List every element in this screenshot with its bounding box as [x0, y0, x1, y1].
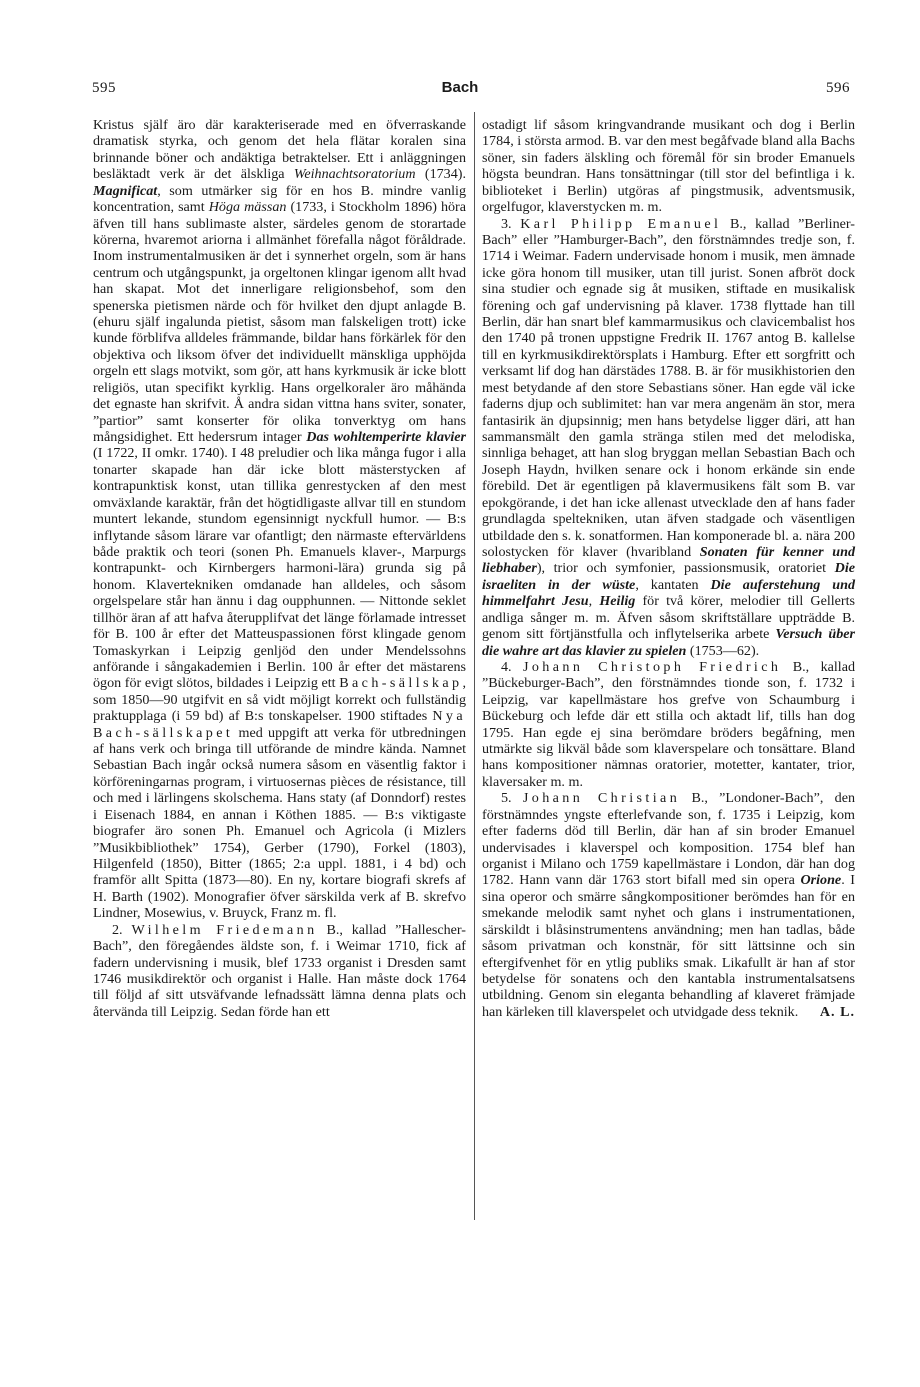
text-run: (1753—62). [686, 642, 760, 659]
entry-name-spaced: Karl Philipp Emanuel [520, 215, 722, 232]
column-divider [474, 112, 475, 1220]
text-run: (1734). [415, 166, 466, 183]
text-run: ), trior och symfonier, passionsmusik, oratoriet [536, 560, 835, 577]
entry-name-spaced: Johann Christian [522, 790, 681, 807]
text-run: B., kallad ”Bückeburger-Bach”, den förstnämndes tionde son, f. 1732 i Leipzig, var kapellmästare hos grefve von Schaumburg i Bückeburg och lefde där ett stilla och aktadt lif, tills han dog 1795. Han egde ej sina berömdare bröders begåfning, men utmärkte sig likväl både som klaverspelare och tonsättare. Bland hans kompositioner nämnas oratorier, motetter, kantater, trior, klaversaker m. m. [482, 658, 856, 790]
entry-number: 2. [112, 921, 132, 938]
paragraph-friedemann-continued: ostadigt lif såsom kringvandrande musikant och dog i Berlin 1784, i största armod. B. var den mest begåfvade bland alla Bachs söner, sin faders älskling och föremål för sin broder Emanuels högsta beundran. Hans tonsättningar (till stor del befintliga i k. biblioteket i Berlin) utgöras af pingstmusik, adventsmusik, orgelfugor, klaverstycken m. m. [482, 117, 855, 216]
work-title-israeliten: Die israeliten in der wüste [482, 560, 855, 593]
entry-number: 3. [501, 215, 521, 232]
entry-johann-christoph-friedrich [482, 659, 855, 790]
text-run: med uppgift att verka för utbredningen af hans verk och bringa till utförande de mindre kända. Namnet Sebastian Bach ingår också numera såsom en väsentlig faktor i körföreningarnas program, i virtuosernas pièces de résistance, till och med i lärlingens skolschema. Hans staty (af Donndorf) restes i Eisenach 1884, en annan i Köthen 1885. — B:s viktigaste biografer äro sonen Ph. Emanuel och Agricola (i Mizlers ”Musikbibliothek” 1754), Gerber (1790), Forkel (1803), Hilgenfeld (1850), Bitter (1865; 2:a uppl. 1881, i 4 bd) och framför allt Spitta (1873—80). En ny, kortare biografi skrefs af H. Barth (1902). Monografier öfver särskilda verk af B. skrefvo Lindner, Mosewius, v. Bruyck, Franz m. fl. [93, 724, 466, 922]
author-signature: A. L. [819, 1003, 855, 1020]
text-run: , [588, 593, 600, 610]
work-title-hoga-massan: Höga mässan [208, 199, 287, 216]
text-run: , som utmärker sig för en hos B. mindre vanlig koncentration, samt [93, 182, 466, 216]
page-number-left: 595 [92, 80, 116, 96]
text-run: B., kallad ”Hallescher-Bach”, den föregåendes äldste son, f. i Weimar 1710, fick af fadern undervisning i musik, blef 1733 organist i Dresden samt 1746 musikdirektör och organist i Halle. Han måste dock 1764 till följd af sitt utsväfvande lefnadssätt lämna denna plats och återvända till Leipzig. Sedan förde han ett [93, 921, 466, 1020]
text-run: , kantaten [635, 576, 711, 593]
text-run: B., ”Londoner-Bach”, den förstnämndes yngste efterlefvande son, f. 1735 i Leipzig, kom efter faderns död till Berlin, där han af sin broder Emanuel undervisades i klaverspel och komposition. 1754 blef han organist i Milano och 1759 kapellmästare i London, där han dog 1782. Hann vann där 1763 stort bifall med sin opera [482, 790, 855, 889]
right-column [482, 117, 855, 1020]
spaced-term-nya-bach-sallskapet: Nya Bach-sällskapet [93, 708, 466, 741]
left-column [93, 117, 466, 1020]
entry-johann-christian [482, 790, 855, 1020]
work-title-orione: Orione [800, 872, 842, 889]
entry-number: 5. [501, 790, 523, 807]
work-title-heilig: Heilig [599, 593, 636, 610]
work-title-versuch: Versuch über die wahre art das klavier zu spielen [482, 626, 855, 659]
entry-karl-philipp-emanuel [482, 216, 855, 659]
text-run: för två körer, melodier till Gellerts andliga sånger m. m. Äfven såsom skriftställare uppträdde B. genom sitt förtjänstfulla och inflytelserika arbete [482, 593, 856, 643]
paragraph-bach-works [93, 117, 466, 922]
entry-name-spaced: Johann Christoph Friedrich [522, 658, 782, 675]
work-title-magnificat: Magnificat [93, 182, 158, 199]
entry-wilhelm-friedemann [93, 922, 466, 1021]
entry-number: 4. [501, 658, 523, 675]
text-run: . I sina operor och smärre sångkompositioner berömdes han för en smekande melodik samt nyhet och glans i instrumentationen, särskildt i blåsinstrumentens användning; men han tadlas, både såsom privatman och konstnär, för sitt lättsinne och sin eftergifvenhet för en ytlig publiks smak. Likafullt är han af stor betydelse för sonatens och den kantabla instrumentalsatsens utbildning. Genom sin eleganta behandling af klaveret främjade han kärleken till klaverspelet och utvidgade dess teknik. [482, 872, 855, 1020]
text-run: (1733, i Stockholm 1896) höra äfven till hans sublimaste alster, särdeles genom de storartade körerna, hvaremot ariorna i allmänhet förefalla något föråldrade. Inom instrumentalmusiken är det i synnerhet orgeln, som är hans centrum och utgångspunkt, ja orgeltonen klingar igenom allt hvad han skapat. Mot det innerligare religionsbehof, som den spenerska pietismen närde och för hvilket den djupt anlagde B. (ehuru själf ingalunda pietist, såsom man falskeligen trott) icke kunde förblifva alldeles främmande, bildar hans förkärlek för den objektiva och liksom öfver det individuellt mänskliga upphöjda orgeln ett slags motvikt, som gör, att hans kyrkmusik är icke blott religiös, utan specifikt kyrklig. Hans orgelkoraler äro måhända det egnaste han skrifvit. Å andra sidan vittna hans sviter, sonater, ”partior” samt konserter för olika tonverktyg om hans mångsidighet. Ett hedersrum intager [93, 199, 467, 446]
work-title-sonaten: Sonaten für kenner und liebhaber [482, 543, 855, 577]
work-title-auferstehung: Die auferstehung und himmelfahrt Jesu [482, 576, 856, 610]
work-title-weihnachtsoratorium: Weihnachtsoratorium [293, 166, 416, 183]
text-run: , som 1850—90 utgifvit en så vidt möjligt korrekt och fullständig praktupplaga (i 59 bd) af B:s tonskapelser. 1900 stiftades [93, 675, 466, 725]
spaced-term-bach-sallskap: Bach-sällskap [339, 675, 463, 692]
entry-name-spaced: Wilhelm Friedemann [131, 921, 318, 938]
running-head-title: Bach [441, 79, 479, 96]
text-run: B., kallad ”Berliner-Bach” eller ”Hamburger-Bach”, den förstnämndes tredje son, f. 1714 i Weimar. Fadern undervisade honom i musik, men ämnade icke göra honom till musiker, utan till jurist. Sonen afbröt dock sina studier och egnade sig åt musiken, stiftade en musikalisk förening och gaf undervisning på klaver. 1738 flyttade han till Berlin, där han snart blef kammarmusikus och clavicembalist hos den 1740 på tronen uppstigne Fredrik II. 1767 antog B. kallelse till en kyrkmusikdirektörsplats i Hamburg. Efter ett sorgfritt och verksamt lif dog han därstädes 1788. B. är för musikhistorien den mest betydande af den store Sebastians söner. Han egde väl icke faderns djup och sublimitet: han var mera angenäm än stor, mera fantasirik än djupsinnig; men hans betydelse ligger däri, att han sammansmält den gamla stränga stilen med det melodiska, sinnliga behaget, att han slog bryggan mellan Sebastian Bach och Joseph Haydn, hvilken senare ock i honom erkände sin ende förebild. Det är egentligen på klavermusikens fält som B. var epokgörande, i det han icke allenast utvecklade den af hans fader grundlagda speltekniken, utan äfven stadgade och väsentligen utbildade den s. k. sonatformen. Han komponerade bl. a. nära 200 solostycken för klaver (hvaribland [482, 215, 855, 560]
work-title-wohltemperirte-klavier: Das wohltemperirte klavier [306, 429, 466, 446]
text-run: Kristus själf äro där karakteriserade med en öfverraskande dramatisk styrka, och genom det hela flätar koralen sina brinnande böner och andäktiga betraktelser. Ett i anläggningen besläktadt verk är det älskliga [93, 117, 466, 183]
page-number-right: 596 [826, 80, 850, 96]
text-run: (I 1722, II omkr. 1740). I 48 preludier och lika många fugor i alla tonarter skapade han där icke blott mästerstycken af kontrapunktisk konst, utan tillika genrestycken af den mest omväxlande karaktär, från det högtidligaste allvar till en stundom muntert lekande, stundom egensinnigt nyckfull humor. — B:s inflytande såsom lärare var ofantligt; den närmaste eftervärldens både praktik och teori (sonen Ph. Emanuels klaver-, Marpurgs kontrapunkt- och Kirnbergers harmoni-lära) grunda sig på honom. Klavertekniken omdanade han alldeles, och såsom orgelspelare står han ännu i dag oupphunnen. — Nittonde seklet tillhör äran af att hafva återupplifvat det länge förlamade intresset för B. 100 år efter det Matteuspassionen först klingade genom Tomaskyrkan i Leipzig genljöd den under Mendelssohns anförande i sångakademien i Berlin. 100 år efter det mästarens ögon för evigt slötos, bildades i Leipzig ett [93, 445, 466, 692]
